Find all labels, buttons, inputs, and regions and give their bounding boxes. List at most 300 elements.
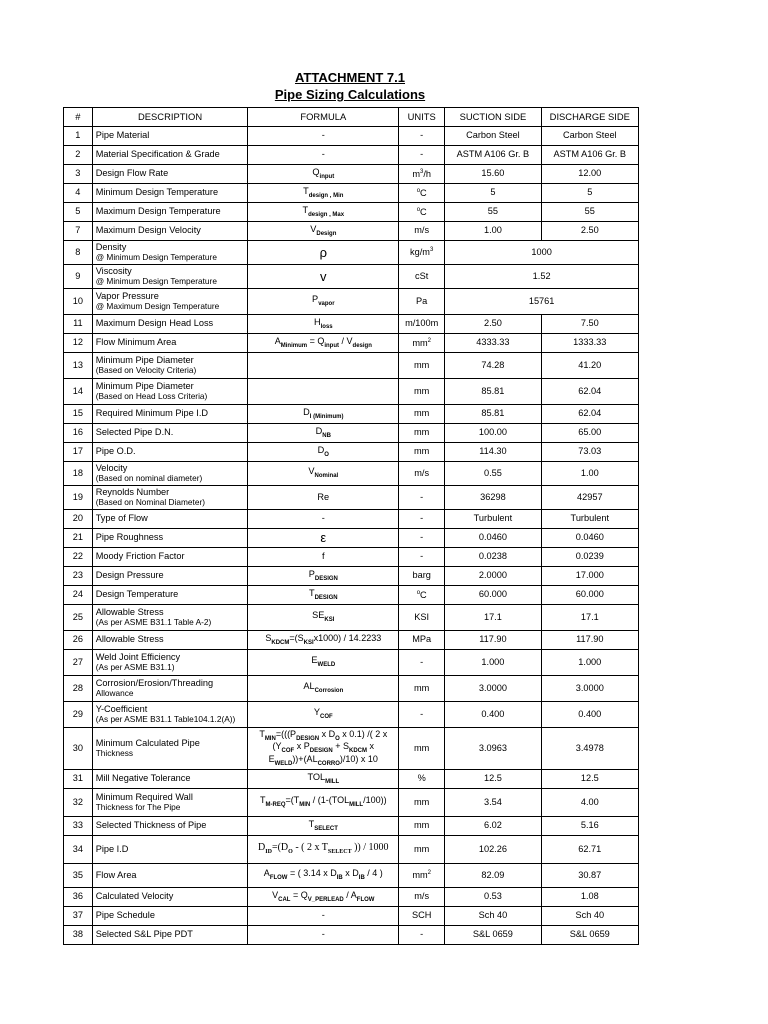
- discharge-side-value: [541, 605, 638, 631]
- units-text: m/s: [414, 225, 430, 236]
- discharge-value-text: 7.50: [580, 318, 599, 329]
- row-units: [399, 605, 445, 631]
- units-text: m/100m: [405, 318, 439, 329]
- formula-text: = ( 3.14 x D: [287, 868, 337, 879]
- description-subtext: (As per ASME B31.1 Table104.1.2(A)): [95, 713, 236, 724]
- suction-side-value: [445, 926, 541, 945]
- formula-subscript: WELD: [274, 760, 293, 767]
- formula-text: E: [268, 753, 275, 764]
- discharge-value-text: 3.4978: [575, 742, 604, 753]
- discharge-side-value: [541, 184, 638, 203]
- table-row: [64, 379, 639, 405]
- discharge-side-value: [541, 146, 638, 165]
- formula-subscript: M-REQ: [265, 802, 286, 809]
- description-text: Design Flow Rate: [95, 168, 169, 179]
- description-text: Required Minimum Pipe I.D: [95, 408, 209, 419]
- suction-value-text: 85.81: [481, 385, 505, 396]
- formula-text: -: [321, 513, 325, 524]
- discharge-value-text: 5: [587, 187, 593, 198]
- row-number-text: 11: [73, 318, 83, 329]
- suction-value-text: 55: [487, 206, 499, 217]
- formula-subscript: design , Max: [308, 211, 345, 218]
- row-formula: [248, 650, 399, 676]
- table-body: [64, 127, 639, 945]
- formula-subscript: MILL: [349, 802, 364, 809]
- formula-symbol: SE: [312, 610, 325, 621]
- units-superscript: o: [416, 589, 421, 596]
- formula-subscript: V_PERLEAD: [307, 896, 344, 903]
- row-formula: [248, 165, 399, 184]
- merged-value-text: 1.52: [532, 270, 551, 281]
- table-row: [64, 443, 639, 462]
- suction-value-text: 0.0460: [478, 532, 507, 543]
- formula-text: (Y: [272, 741, 282, 752]
- description-text: Maximum Design Head Loss: [95, 318, 214, 329]
- discharge-value-text: 62.71: [578, 843, 602, 854]
- description-subtext: @ Minimum Design Temperature: [95, 251, 217, 262]
- row-number: [64, 405, 93, 424]
- suction-value-text: 12.5: [483, 773, 502, 784]
- row-description: [92, 907, 248, 926]
- row-description: [92, 486, 248, 510]
- row-units: [399, 222, 445, 241]
- formula-subscript: Minimum: [280, 342, 308, 349]
- table-row: [64, 353, 639, 379]
- units-text: m: [412, 168, 420, 179]
- row-description: [92, 510, 248, 529]
- row-description: [92, 567, 248, 586]
- suction-side-value: [445, 605, 541, 631]
- discharge-value-text: Turbulent: [570, 513, 610, 524]
- table-row: [64, 265, 639, 289]
- table-row: [64, 864, 639, 888]
- row-number: [64, 817, 93, 836]
- row-description: [92, 605, 248, 631]
- units-text: -: [420, 149, 424, 160]
- table-row: [64, 676, 639, 702]
- formula-text: v: [320, 268, 327, 284]
- formula-text: ε: [320, 530, 327, 546]
- formula-subscript: input: [319, 173, 335, 180]
- row-number-text: 2: [75, 149, 81, 160]
- row-formula: [248, 567, 399, 586]
- row-description: [92, 462, 248, 486]
- discharge-value-text: 0.0239: [575, 551, 604, 562]
- description-text: Maximum Design Velocity: [95, 225, 201, 236]
- row-units: [399, 586, 445, 605]
- table-row: [64, 146, 639, 165]
- row-number-text: 20: [72, 513, 83, 524]
- formula-symbol: T: [308, 818, 315, 829]
- description-subtext: Thickness: [95, 747, 134, 758]
- suction-side-value: [445, 510, 541, 529]
- suction-value-text: S&L 0659: [472, 929, 513, 940]
- row-number: [64, 184, 93, 203]
- description-text: Corrosion/Erosion/Threading: [95, 677, 214, 688]
- formula-text: x 0.1) /( 2 x: [339, 729, 388, 740]
- discharge-side-value: [541, 567, 638, 586]
- suction-side-value: [445, 486, 541, 510]
- units-text: kg/m: [410, 247, 430, 258]
- units-text: cSt: [415, 270, 429, 281]
- table-row: [64, 165, 639, 184]
- row-number: [64, 486, 93, 510]
- suction-value-text: 3.0963: [478, 742, 507, 753]
- units-text: mm: [414, 408, 430, 419]
- discharge-value-text: 73.03: [578, 446, 602, 457]
- discharge-side-value: [541, 165, 638, 184]
- discharge-value-text: Carbon Steel: [562, 130, 617, 141]
- formula-subscript: NB: [322, 432, 331, 439]
- formula-text: x D: [319, 729, 336, 740]
- formula-text: A: [263, 868, 270, 879]
- discharge-side-value: [541, 462, 638, 486]
- row-formula: [248, 241, 399, 265]
- formula-subscript: COF: [281, 748, 295, 755]
- description-text: Mill Negative Tolerance: [95, 773, 191, 784]
- discharge-value-text: 2.50: [580, 225, 599, 236]
- formula-symbol: H: [313, 316, 321, 327]
- row-description: [92, 728, 248, 770]
- table-row: [64, 888, 639, 907]
- row-units: [399, 184, 445, 203]
- formula-text: / 4 ): [364, 868, 383, 879]
- formula-subscript: CORRO: [317, 760, 340, 767]
- formula-subscript: KSI: [324, 617, 335, 624]
- row-formula: [248, 289, 399, 315]
- suction-side-value: [445, 702, 541, 728]
- discharge-side-value: [541, 334, 638, 353]
- row-formula: [248, 424, 399, 443]
- discharge-side-value: [541, 836, 638, 864]
- discharge-value-text: 3.0000: [575, 682, 604, 693]
- row-number: [64, 702, 93, 728]
- table-row: [64, 184, 639, 203]
- table-row: [64, 334, 639, 353]
- row-number-text: 24: [72, 589, 83, 600]
- row-number-text: 25: [72, 611, 83, 622]
- suction-side-value: [445, 676, 541, 702]
- discharge-side-value: [541, 907, 638, 926]
- row-formula: [248, 222, 399, 241]
- row-number-text: 16: [72, 427, 83, 438]
- row-description: [92, 676, 248, 702]
- discharge-value-text: 55: [584, 206, 595, 217]
- row-formula: [248, 486, 399, 510]
- col-header-units: UNITS: [399, 108, 445, 127]
- row-number: [64, 165, 93, 184]
- formula-subscript: Design: [316, 230, 337, 237]
- row-formula: [248, 405, 399, 424]
- table-row: [64, 222, 639, 241]
- description-subtext: (Based on Head Loss Criteria): [95, 390, 208, 401]
- discharge-side-value: [541, 548, 638, 567]
- row-number: [64, 424, 93, 443]
- suction-side-value: [445, 334, 541, 353]
- row-number-text: 33: [72, 820, 83, 831]
- table-row: [64, 405, 639, 424]
- row-number-text: 10: [72, 295, 83, 306]
- row-number: [64, 864, 93, 888]
- units-superscript: 2: [427, 870, 431, 877]
- description-text: Calculated Velocity: [95, 891, 174, 902]
- discharge-side-value: [541, 379, 638, 405]
- formula-subscript: design , Min: [308, 192, 344, 199]
- description-subtext: Allowance: [95, 687, 134, 698]
- suction-value-text: 1.00: [483, 225, 502, 236]
- row-number: [64, 888, 93, 907]
- row-formula: [248, 728, 399, 770]
- row-number-text: 28: [72, 682, 83, 693]
- discharge-side-value: [541, 770, 638, 789]
- row-units: [399, 770, 445, 789]
- suction-side-value: [445, 836, 541, 864]
- row-description: [92, 817, 248, 836]
- description-text: Pipe Material: [95, 130, 150, 141]
- units-superscript: 3: [429, 247, 434, 254]
- row-description: [92, 789, 248, 817]
- row-number-text: 8: [75, 246, 81, 257]
- table-row: [64, 817, 639, 836]
- suction-side-value: [445, 529, 541, 548]
- row-formula: [248, 265, 399, 289]
- row-number-text: 32: [72, 796, 83, 807]
- formula-text: f: [322, 551, 325, 562]
- table-row: [64, 650, 639, 676]
- row-formula: [248, 184, 399, 203]
- description-text: Minimum Calculated Pipe: [95, 737, 200, 748]
- formula-subscript: ID: [265, 849, 272, 856]
- row-number-text: 26: [72, 634, 83, 645]
- suction-value-text: 17.1: [483, 611, 502, 622]
- formula-subscript: KDCM: [349, 748, 368, 755]
- row-units: [399, 907, 445, 926]
- discharge-side-value: [541, 864, 638, 888]
- description-text: Flow Minimum Area: [95, 337, 177, 348]
- suction-side-value: [445, 146, 541, 165]
- row-number: [64, 510, 93, 529]
- row-formula: [248, 379, 399, 405]
- formula-subscript: DESIGN: [314, 575, 338, 582]
- row-number: [64, 926, 93, 945]
- formula-text: = Q: [290, 889, 308, 900]
- row-description: [92, 864, 248, 888]
- table-row: [64, 770, 639, 789]
- description-subtext: (Based on Nominal Diameter): [95, 496, 205, 507]
- table-row: [64, 424, 639, 443]
- table-row: [64, 315, 639, 334]
- description-subtext: @ Maximum Design Temperature: [95, 300, 220, 311]
- suction-side-value: [445, 631, 541, 650]
- formula-subscript: O: [288, 849, 293, 856]
- row-number: [64, 836, 93, 864]
- row-description: [92, 146, 248, 165]
- row-description: [92, 926, 248, 945]
- table-row: [64, 567, 639, 586]
- row-description: [92, 702, 248, 728]
- row-number-text: 15: [72, 408, 83, 419]
- col-header-formula: FORMULA: [248, 108, 399, 127]
- row-number-text: 9: [75, 270, 81, 281]
- discharge-side-value: [541, 486, 638, 510]
- description-text: Density: [95, 241, 127, 252]
- row-description: [92, 529, 248, 548]
- row-units: [399, 127, 445, 146]
- description-text: Design Temperature: [95, 589, 179, 600]
- discharge-side-value: [541, 529, 638, 548]
- row-units: [399, 165, 445, 184]
- row-formula: [248, 836, 399, 864]
- discharge-value-text: 0.400: [578, 708, 602, 719]
- row-number: [64, 728, 93, 770]
- formula-text: ))+(AL: [292, 753, 318, 764]
- discharge-side-value: [541, 789, 638, 817]
- suction-value-text: 74.28: [481, 359, 505, 370]
- row-description: [92, 650, 248, 676]
- suction-side-value: [445, 184, 541, 203]
- formula-subscript: COF: [320, 714, 333, 721]
- row-formula: [248, 529, 399, 548]
- row-formula: [248, 334, 399, 353]
- discharge-value-text: 62.04: [578, 385, 602, 396]
- formula-subscript: DESIGN: [314, 594, 338, 601]
- formula-text: / (1-(TOL: [310, 795, 350, 806]
- units-text: %: [417, 773, 426, 784]
- suction-side-value: [445, 462, 541, 486]
- row-number: [64, 334, 93, 353]
- discharge-side-value: [541, 586, 638, 605]
- row-units: [399, 486, 445, 510]
- formula-subscript: O: [335, 736, 340, 743]
- description-text: Type of Flow: [95, 513, 148, 524]
- formula-symbol: V: [308, 466, 315, 477]
- units-text: mm: [414, 820, 430, 831]
- formula-symbol: TOL: [307, 771, 326, 782]
- description-text: Pipe I.D: [95, 843, 129, 854]
- suction-side-value: [445, 203, 541, 222]
- row-number-text: 18: [72, 467, 83, 478]
- suction-value-text: 114.30: [479, 446, 507, 457]
- discharge-value-text: 17.1: [580, 611, 599, 622]
- units-text: mm: [414, 742, 430, 753]
- description-subtext: (As per ASME B31.1): [95, 661, 175, 672]
- row-number: [64, 529, 93, 548]
- description-text: Minimum Pipe Diameter: [95, 354, 194, 365]
- suction-side-value: [445, 222, 541, 241]
- suction-side-value: [445, 650, 541, 676]
- row-number-text: 27: [72, 656, 83, 667]
- row-description: [92, 379, 248, 405]
- table-row: [64, 836, 639, 864]
- document-subtitle: Pipe Sizing Calculations: [274, 87, 426, 102]
- formula-text: - ( 2 x T: [292, 842, 328, 854]
- row-number: [64, 222, 93, 241]
- formula-text: =(S: [289, 632, 304, 643]
- discharge-value-text: 42957: [577, 491, 603, 502]
- units-text: m/s: [414, 891, 430, 902]
- formula-text: )/10) x 10: [339, 753, 378, 764]
- row-number: [64, 353, 93, 379]
- row-description: [92, 127, 248, 146]
- description-text: Pipe Schedule: [95, 910, 155, 921]
- description-text: Flow Area: [95, 869, 137, 880]
- discharge-side-value: [541, 353, 638, 379]
- row-description: [92, 315, 248, 334]
- formula-subscript: DESIGN: [296, 736, 320, 743]
- suction-side-value: [445, 728, 541, 770]
- row-number: [64, 265, 93, 289]
- row-number: [64, 289, 93, 315]
- row-formula: [248, 443, 399, 462]
- discharge-value-text: 5.16: [580, 820, 599, 831]
- discharge-value-text: S&L 0659: [569, 929, 610, 940]
- discharge-value-text: 12.00: [578, 168, 602, 179]
- units-text: /h: [423, 168, 432, 179]
- formula-text: x D: [342, 868, 359, 879]
- description-text: Maximum Design Temperature: [95, 206, 221, 217]
- description-subtext: (Based on Velocity Criteria): [95, 364, 197, 375]
- units-superscript: o: [416, 206, 421, 213]
- units-text: m/s: [414, 467, 430, 478]
- row-units: [399, 405, 445, 424]
- discharge-value-text: 65.00: [578, 427, 602, 438]
- formula-subscript: input: [324, 342, 340, 349]
- merged-value-text: 15761: [528, 295, 555, 306]
- units-text: SCH: [411, 910, 432, 921]
- row-description: [92, 203, 248, 222]
- discharge-side-value: [541, 222, 638, 241]
- row-number-text: 23: [72, 570, 83, 581]
- formula-subscript: design: [352, 342, 372, 349]
- table-row: [64, 926, 639, 945]
- table-row: [64, 510, 639, 529]
- row-units: [399, 203, 445, 222]
- row-formula: [248, 631, 399, 650]
- col-header-number: #: [64, 108, 93, 127]
- formula-symbol: Y: [313, 707, 321, 718]
- row-number: [64, 907, 93, 926]
- table-row: [64, 127, 639, 146]
- formula-subscript: CAL: [278, 896, 291, 903]
- row-formula: [248, 907, 399, 926]
- formula-text: -: [321, 910, 325, 921]
- discharge-value-text: 17.000: [575, 570, 604, 581]
- units-text: -: [420, 551, 424, 562]
- table-header-row: [64, 108, 639, 127]
- pipe-sizing-table: [63, 107, 639, 945]
- units-superscript: 2: [427, 337, 431, 344]
- units-text: C: [420, 206, 427, 217]
- table-row: [64, 289, 639, 315]
- row-formula: [248, 353, 399, 379]
- suction-value-text: 85.81: [481, 408, 505, 419]
- units-text: C: [420, 589, 427, 600]
- formula-text: / A: [343, 889, 357, 900]
- formula-symbol: T: [303, 185, 309, 196]
- row-formula: [248, 146, 399, 165]
- formula-text: T: [259, 795, 266, 806]
- description-text: Pipe O.D.: [95, 446, 136, 457]
- row-number-text: 37: [72, 910, 83, 921]
- suction-value-text: 2.0000: [478, 570, 507, 581]
- row-formula: [248, 462, 399, 486]
- suction-side-value: [445, 789, 541, 817]
- row-units: [399, 631, 445, 650]
- formula-text: =(((P: [275, 729, 297, 740]
- merged-value-cell: [445, 265, 639, 289]
- row-formula: [248, 605, 399, 631]
- table-row: [64, 702, 639, 728]
